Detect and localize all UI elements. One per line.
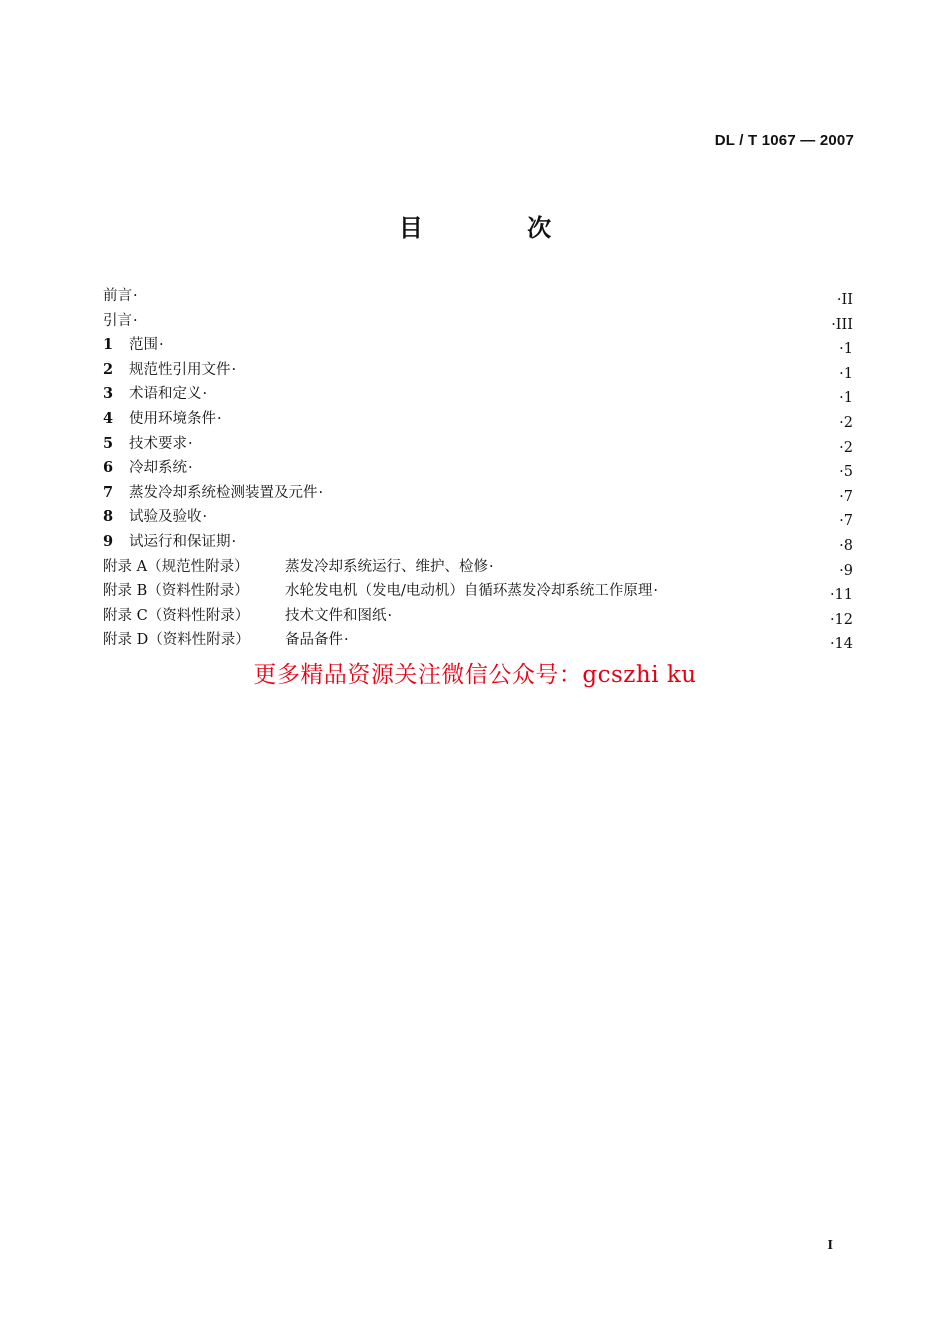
toc-entry[interactable] (103, 557, 853, 582)
toc-entry[interactable] (103, 360, 853, 385)
toc-entry-page: ·1 (839, 341, 853, 358)
toc-entry-title: 引言 (103, 312, 132, 329)
toc-entry-page: ·1 (839, 365, 853, 382)
toc-leader-dot: · (231, 361, 237, 378)
toc-leader-dot: · (344, 632, 349, 649)
toc-entry[interactable] (103, 532, 853, 557)
toc-entry-title: 技术要求 (129, 435, 187, 452)
toc-entry-title: 范围 (129, 337, 158, 354)
toc-entry-title: 冷却系统 (129, 460, 187, 477)
toc-entry-title: 备品备件 (285, 632, 343, 649)
toc-leader-dot: · (133, 312, 138, 329)
toc-entry-title: 前言 (103, 288, 132, 304)
toc-leader-dot: · (188, 460, 193, 477)
toc-entry-number: 9 (103, 532, 114, 550)
toc-leader-dot: · (188, 435, 193, 452)
toc-entry-page: ·2 (839, 439, 853, 456)
toc-entry-page: ·11 (829, 587, 853, 604)
toc-leader-dot: · (202, 509, 208, 526)
toc-entry-title: 使用环境条件 (129, 410, 216, 427)
toc-entry-appendix-label: 附录 A（规范性附录） (103, 558, 249, 575)
toc-entry-title: 技术文件和图纸 (285, 607, 387, 624)
document-code: DL / T 1067 — 2007 (714, 132, 854, 149)
promo-text: 更多精品资源关注微信公众号：gcszhi ku (253, 662, 697, 688)
toc-entry[interactable] (103, 384, 853, 409)
toc-entry-appendix-label: 附录 C（资料性附录） (103, 607, 250, 624)
toc-leader-dot: · (653, 583, 658, 600)
toc-entry-title: 试运行和保证期 (129, 533, 231, 550)
toc-entry-title: 试验及验收 (129, 509, 202, 526)
toc-entry-page: ·7 (839, 488, 853, 505)
page-number: I (827, 1238, 833, 1253)
toc-entry[interactable] (103, 483, 853, 508)
toc-entry-number: 4 (103, 409, 114, 427)
toc-entry[interactable] (103, 335, 853, 360)
toc-entry-appendix-label: 附录 D（资料性附录） (103, 632, 250, 649)
toc-entry-page: ·2 (839, 414, 853, 431)
toc-leader-dot: · (231, 533, 237, 550)
toc-entry[interactable] (103, 409, 853, 434)
toc-entry-page: ·5 (839, 464, 853, 481)
toc-leader-dot: · (159, 337, 164, 354)
toc-entry-page: ·14 (829, 636, 853, 653)
toc-entry-appendix-label: 附录 B（资料性附录） (103, 583, 249, 600)
toc-entry-number: 6 (103, 459, 114, 477)
toc-entry-number: 2 (103, 360, 114, 378)
toc-entry-number: 1 (103, 336, 114, 354)
toc-leader-dot: · (318, 484, 324, 501)
toc-entry-page: ·9 (839, 562, 853, 579)
toc-entry[interactable] (103, 311, 853, 336)
toc-entry-number: 8 (103, 508, 114, 526)
toc-leader-dot: · (489, 558, 494, 575)
toc-entry[interactable] (103, 286, 853, 311)
toc-entry-number: 3 (103, 385, 114, 403)
toc-entry-number: 5 (103, 434, 114, 452)
toc-entry-page: ·1 (839, 390, 853, 407)
toc-entry[interactable] (103, 606, 853, 631)
toc-entry-page: ·12 (829, 611, 853, 628)
toc-leader-dot: · (202, 386, 208, 403)
toc-entry[interactable] (103, 458, 853, 483)
toc-leader-dot: · (217, 410, 222, 427)
toc-entry-title: 规范性引用文件 (129, 361, 231, 378)
toc-entry-title: 水轮发电机（发电/电动机）自循环蒸发冷却系统工作原理 (285, 583, 653, 600)
table-of-contents (103, 286, 853, 655)
toc-entry-page: ·7 (839, 513, 853, 530)
toc-entry-title: 蒸发冷却系统检测装置及元件 (129, 484, 318, 501)
toc-leader-dot: · (133, 288, 138, 304)
toc-entry-page: ·8 (839, 537, 853, 554)
toc-entry[interactable] (103, 630, 853, 655)
toc-entry-page: ·III (831, 316, 853, 333)
toc-entry[interactable] (103, 507, 853, 532)
toc-entry-title: 术语和定义 (129, 386, 202, 403)
toc-entry-page: ·II (836, 292, 853, 308)
toc-entry-number: 7 (103, 483, 114, 501)
toc-entry-title: 蒸发冷却系统运行、维护、检修 (285, 558, 488, 575)
toc-title: 目 次 (398, 214, 600, 242)
toc-entry[interactable] (103, 581, 853, 606)
toc-leader-dot: · (387, 607, 393, 624)
toc-entry[interactable] (103, 434, 853, 459)
